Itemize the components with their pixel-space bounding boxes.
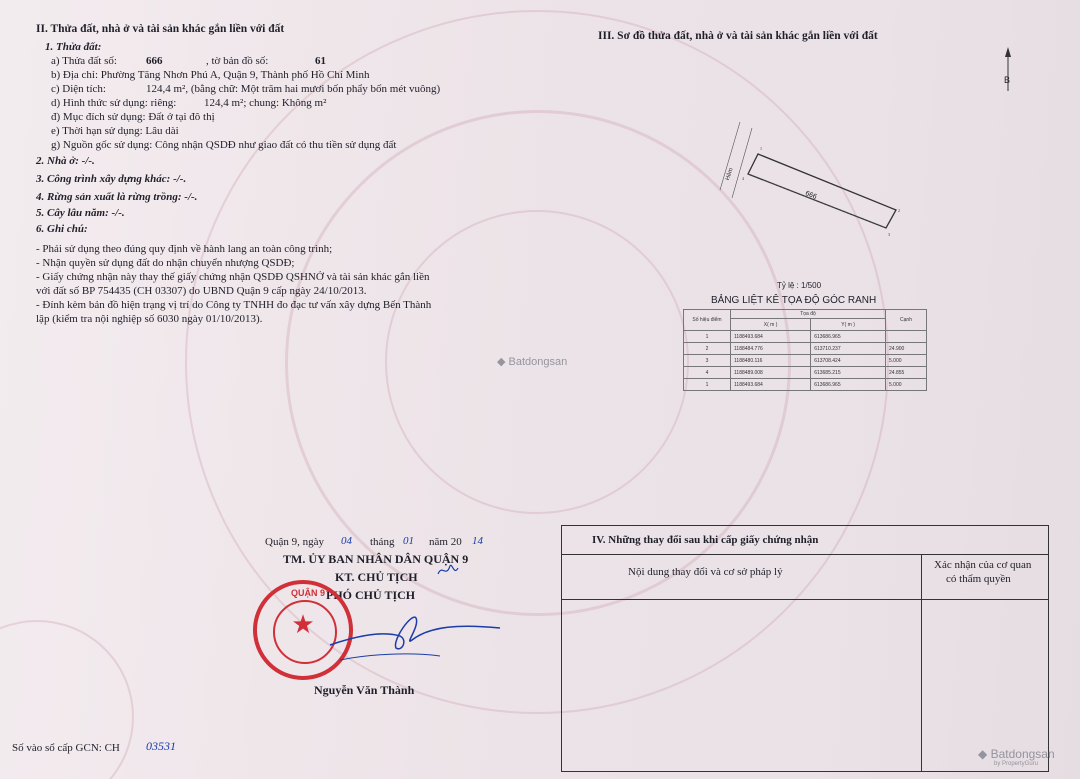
changes-col-content (562, 554, 922, 600)
header-coord: Tọa độ (731, 310, 886, 319)
section-3-title: III. Sơ đồ thửa đất, nhà ở và tài sản khác gắn liền với đất (598, 30, 878, 42)
cell-point: 1 (684, 331, 731, 343)
cell-y: 613686.965 (811, 379, 886, 391)
cell-edge: 24.900 (886, 343, 927, 355)
parcel-number-label: a) Thửa đất số: (51, 55, 117, 67)
svg-text:2: 2 (898, 208, 900, 213)
note-line: - Giấy chứng nhận này thay thế giấy chứng nhận QSDĐ QSHNỞ và tài sản khác gắn liền (36, 271, 430, 283)
address: b) Địa chỉ: Phường Tăng Nhơn Phú A, Quận 9, Thành phố Hồ Chí Minh (51, 69, 370, 81)
north-arrow-icon (980, 45, 1020, 95)
date-day: 04 (341, 535, 352, 547)
svg-text:3: 3 (888, 232, 890, 237)
forest-line: 4. Rừng sản xuất là rừng trồng: -/-. (36, 191, 198, 203)
watermark-ring-left (0, 620, 134, 779)
usage-form-value: 124,4 m²; chung: Không m² (204, 97, 327, 109)
north-label: B (1004, 75, 1011, 85)
note-line: - Phải sử dụng theo đúng quy định về hành lang an toàn công trình; (36, 243, 333, 255)
coord-header-row (684, 310, 927, 319)
note-line: lập (kiểm tra nội nghiệp số 6030 ngày 01/10/2013). (36, 313, 263, 325)
header-point: Số hiệu điểm (684, 310, 731, 331)
watermark-logo-corner (978, 747, 1055, 767)
parcel-number-label-sketch: 666 (804, 190, 818, 201)
section-4-title: IV. Những thay đổi sau khi cấp giấy chứng nhận (592, 534, 819, 546)
changes-col-confirm-line1: Xác nhận của cơ quan (934, 559, 1032, 571)
cell-point: 4 (684, 367, 731, 379)
serial-value: 03531 (146, 739, 176, 753)
watermark-logo-icon: ◆ (978, 747, 988, 761)
table-row (684, 343, 927, 355)
changes-divider (921, 599, 922, 771)
road-label: Hẻm (725, 167, 735, 182)
header-x: X( m ) (731, 319, 811, 331)
note-line: - Đính kèm bản đồ hiện trạng vị trí do Công ty TNHH đo đạc tư vấn xây dựng Bến Thành (36, 299, 432, 311)
svg-text:4: 4 (742, 176, 744, 181)
watermark-logo-icon: ◆ (497, 356, 506, 368)
changes-table (561, 525, 1049, 772)
area-label: c) Diện tích: (51, 83, 106, 95)
usage-form-label: d) Hình thức sử dụng: riêng: (51, 97, 177, 109)
usage-origin: g) Nguồn gốc sử dụng: Công nhận QSDĐ như giao đất có thu tiền sử dụng đất (51, 139, 397, 151)
table-row (684, 367, 927, 379)
issuer-org: TM. ỦY BAN NHÂN DÂN QUẬN 9 (283, 552, 469, 566)
cell-edge: 5.000 (886, 355, 927, 367)
cell-x: 1188484.776 (731, 343, 811, 355)
month-prefix: tháng (370, 536, 395, 548)
area-value: 124,4 m², (bằng chữ: Một trăm hai mươi bốn phẩy bốn mét vuông) (146, 83, 441, 95)
note-line: với đất số BP 754435 (CH 03307) do UBND Quận 9 cấp ngày 24/10/2013. (36, 285, 367, 297)
cell-edge (886, 331, 927, 343)
cell-y: 613685.215 (811, 367, 886, 379)
date-prefix: Quận 9, ngày (265, 536, 324, 548)
official-seal-icon: ★ QUẬN 9 (253, 580, 353, 680)
serial-label: Số vào sổ cấp GCN: CH (12, 742, 120, 754)
cell-point: 3 (684, 355, 731, 367)
coordinate-table-title: BẢNG LIỆT KÊ TỌA ĐỘ GÓC RANH (711, 295, 877, 306)
cell-x: 1188489.008 (731, 367, 811, 379)
parcel-number-value: 666 (146, 55, 163, 67)
cell-edge: 24.855 (886, 367, 927, 379)
section-2-title: II. Thửa đất, nhà ở và tài sản khác gắn liền với đất (36, 23, 285, 35)
header-y: Y( m ) (811, 319, 886, 331)
stamp-text: QUẬN 9 (291, 588, 326, 598)
date-month: 01 (403, 535, 414, 547)
issuer-role: PHÓ CHỦ TỊCH (326, 588, 416, 602)
thua-dat-heading: 1. Thửa đất: (45, 41, 102, 53)
usage-purpose: đ) Mục đích sử dụng: Đất ở tại đô thị (51, 111, 215, 123)
initials-mark-icon (436, 560, 460, 580)
cell-x: 1188493.684 (731, 379, 811, 391)
scale-label: Tỷ lệ : 1/500 (777, 281, 822, 290)
svg-text:1: 1 (760, 146, 762, 151)
watermark-logo-center (497, 355, 567, 368)
usage-term: e) Thời hạn sử dụng: Lâu dài (51, 125, 179, 137)
coordinate-table (683, 309, 927, 391)
parcel-outline (748, 154, 896, 228)
signer-name: Nguyễn Văn Thành (314, 683, 415, 697)
watermark-sub: by PropertyGuru (994, 761, 1039, 767)
date-year: 14 (472, 535, 483, 547)
note-line: - Nhận quyền sử dụng đất do nhận chuyển nhượng QSDĐ; (36, 257, 295, 269)
table-row (684, 331, 927, 343)
handwritten-signature-icon (320, 600, 510, 680)
map-sheet-value: 61 (315, 55, 326, 67)
table-row (684, 379, 927, 391)
table-row (684, 355, 927, 367)
other-construction-line: 3. Công trình xây dựng khác: -/-. (36, 173, 187, 185)
cell-y: 613708.424 (811, 355, 886, 367)
cell-edge: 5.000 (886, 379, 927, 391)
changes-col-content-label: Nội dung thay đổi và cơ sở pháp lý (628, 566, 783, 578)
cell-x: 1188480.116 (731, 355, 811, 367)
notes-heading: 6. Ghi chú: (36, 223, 88, 235)
watermark-logo-text: Batdongsan (508, 356, 568, 368)
watermark-logo-text: Batdongsan (990, 747, 1055, 761)
perennial-tree-line: 5. Cây lâu năm: -/-. (36, 207, 125, 219)
cell-y: 613686.965 (811, 331, 886, 343)
cell-point: 2 (684, 343, 731, 355)
cell-x: 1188493.684 (731, 331, 811, 343)
changes-col-confirm (922, 554, 1048, 600)
changes-col-confirm-line2: có thẩm quyền (946, 573, 1011, 585)
year-prefix: năm 20 (429, 536, 462, 548)
map-sheet-label: , tờ bản đồ số: (206, 55, 269, 67)
house-line: 2. Nhà ở: -/-. (36, 155, 95, 167)
issuer-kt: KT. CHỦ TỊCH (335, 570, 418, 584)
changes-table-header (562, 526, 1048, 555)
cell-point: 1 (684, 379, 731, 391)
cell-y: 613710.237 (811, 343, 886, 355)
header-edge: Cạnh (886, 310, 927, 331)
